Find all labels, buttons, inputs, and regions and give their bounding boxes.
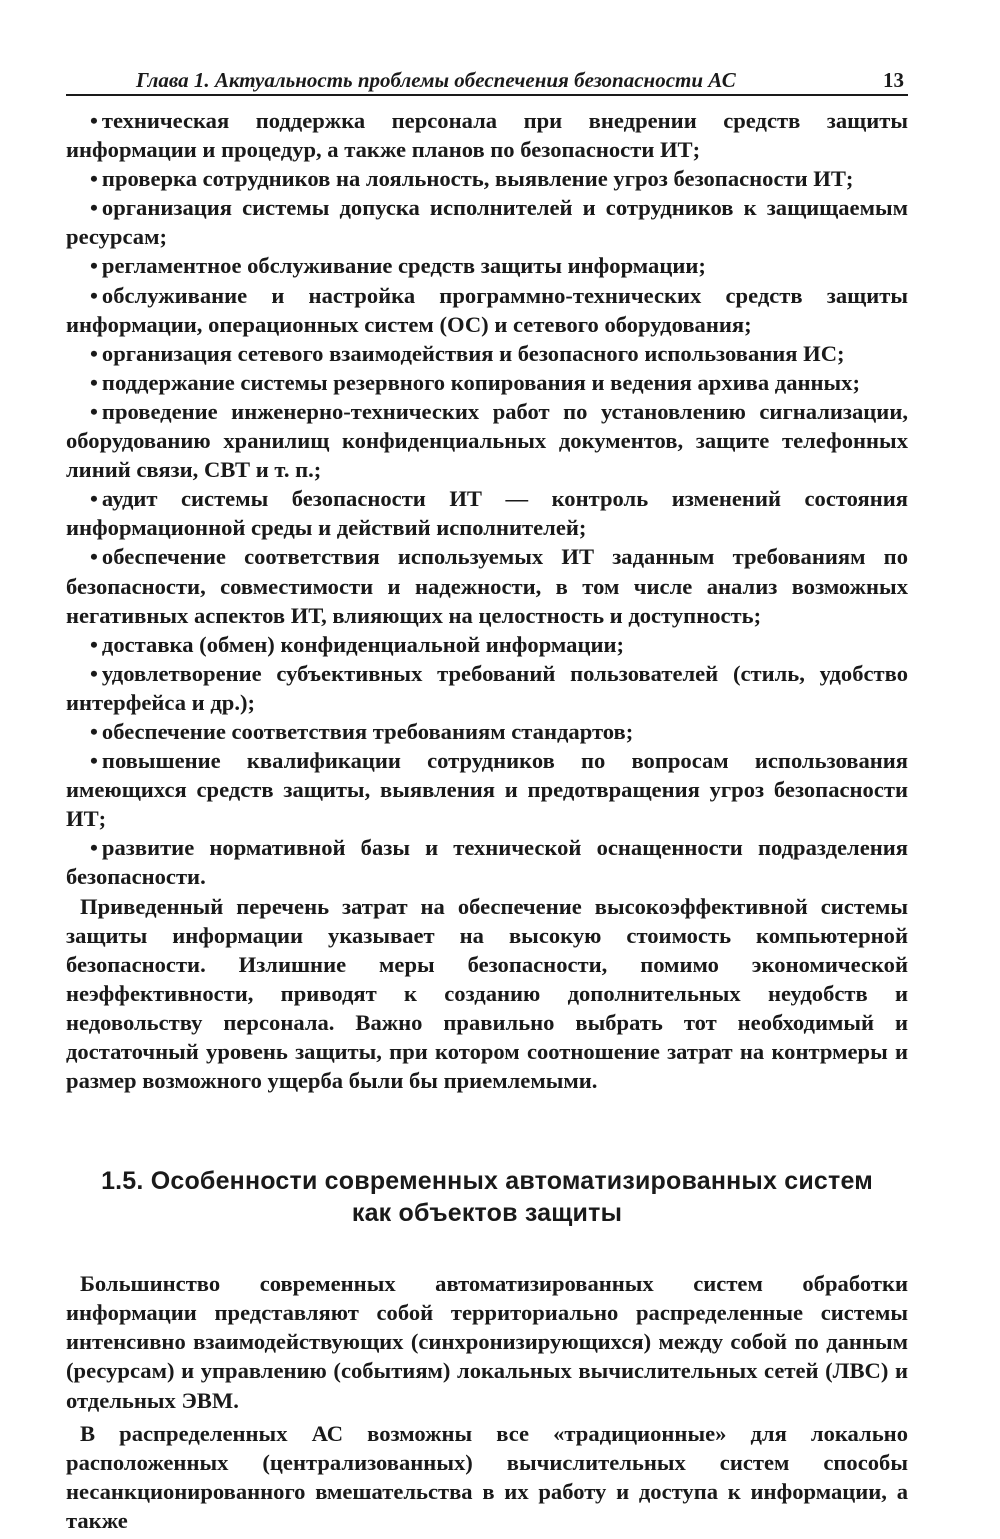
- book-page: [66, 60, 908, 1539]
- bullet-icon: •: [90, 195, 98, 221]
- bullet-icon: •: [90, 718, 98, 744]
- list-item: • удовлетворение субъективных требований пользователей (стиль, удобство интерфейса и др.);: [66, 660, 908, 715]
- list-item: • повышение квалификации сотрудников по вопросам использования имеющихся средств защиты, выявления и предотвращения угроз безопасности ИТ;: [66, 748, 908, 832]
- page-body: [66, 106, 908, 1535]
- bullet-icon: •: [90, 253, 98, 279]
- running-header: [66, 60, 908, 96]
- list-item: • обеспечение соответствия требованиям стандартов;: [66, 717, 908, 746]
- list-item: • проверка сотрудников на лояльность, выявление угроз безопасности ИТ;: [66, 164, 908, 193]
- list-item: • проведение инженерно-технических работ по установлению сигнализации, оборудованию хранилищ конфиденциальных документов, защите телефонных линий связи, СВТ и т. п.;: [66, 398, 908, 483]
- list-item: • аудит системы безопасности ИТ — контроль изменений состояния информационной среды и действий исполнителей;: [66, 486, 908, 541]
- list-item: • техническая поддержка персонала при внедрении средств защиты информации и процедур, а также планов по безопасности ИТ;: [66, 108, 908, 163]
- bullet-icon: •: [90, 166, 98, 192]
- summary-paragraph: Приведенный перечень затрат на обеспечение высокоэффективной системы защиты информации указывает на высокую стоимость компьютерной безопасности. Излишние меры безопасности, помимо экономической неэффективности, приводят к созданию дополнительных неудобств и недовольству персонала. Важно правильно выбрать тот необходимый и достаточный уровень защиты, при котором соотношение затрат на контрмеры и размер возможного ущерба были бы приемлемыми.: [66, 893, 908, 1094]
- chapter-title: Глава 1. Актуальность проблемы обеспечения безопасности АС: [136, 68, 736, 92]
- list-item: • обеспечение соответствия используемых ИТ заданным требованиям по безопасности, совместимости и надежности, в том числе анализ возможных негативных аспектов ИТ, влияющих на целостность и доступность;: [66, 544, 908, 628]
- bullet-icon: •: [90, 398, 98, 424]
- bullet-icon: •: [90, 544, 98, 570]
- section-heading-line: как объектов защиты: [351, 1199, 623, 1228]
- list-item: • доставка (обмен) конфиденциальной информации;: [66, 630, 908, 659]
- list-item: • развитие нормативной базы и технической оснащенности подразделения безопасности.: [66, 835, 908, 890]
- section-heading-line: 1.5. Особенности современных автоматизированных систем: [101, 1167, 873, 1196]
- section-body: [66, 1269, 908, 1535]
- bullet-icon: •: [90, 748, 98, 774]
- list-item: • организация сетевого взаимодействия и безопасного использования ИС;: [66, 339, 908, 368]
- bullet-icon: •: [90, 660, 98, 686]
- section-heading: [66, 1165, 908, 1229]
- bullet-icon: •: [90, 486, 98, 512]
- bullet-icon: •: [90, 108, 98, 133]
- list-item: • регламентное обслуживание средств защиты информации;: [66, 251, 908, 280]
- section-paragraph: Большинство современных автоматизированных систем обработки информации представляют собой территориально распределенные системы интенсивно взаимодействующих (синхронизирующихся) между собой по данным (ресурсам) и управлению (событиям) локальных вычислительных сетей (ЛВС) и отдельных ЭВМ.: [66, 1271, 908, 1413]
- section-paragraph: В распределенных АС возможны все «традиционные» для локально расположенных (централизованных) вычислительных систем способы несанкционированного вмешательства в их работу и доступа к информации, а также: [66, 1420, 908, 1533]
- bullet-icon: •: [90, 369, 98, 395]
- list-item: • поддержание системы резервного копирования и ведения архива данных;: [66, 368, 908, 397]
- bullet-icon: •: [90, 631, 98, 657]
- page-number: 13: [883, 68, 904, 92]
- bullet-icon: •: [90, 835, 98, 861]
- bullet-list: [66, 106, 908, 892]
- list-item: • организация системы допуска исполнителей и сотрудников к защищаемым ресурсам;: [66, 195, 908, 250]
- bullet-icon: •: [90, 282, 98, 308]
- list-item: • обслуживание и настройка программно-технических средств защиты информации, операционных систем (ОС) и сетевого оборудования;: [66, 282, 908, 337]
- bullet-icon: •: [90, 340, 98, 366]
